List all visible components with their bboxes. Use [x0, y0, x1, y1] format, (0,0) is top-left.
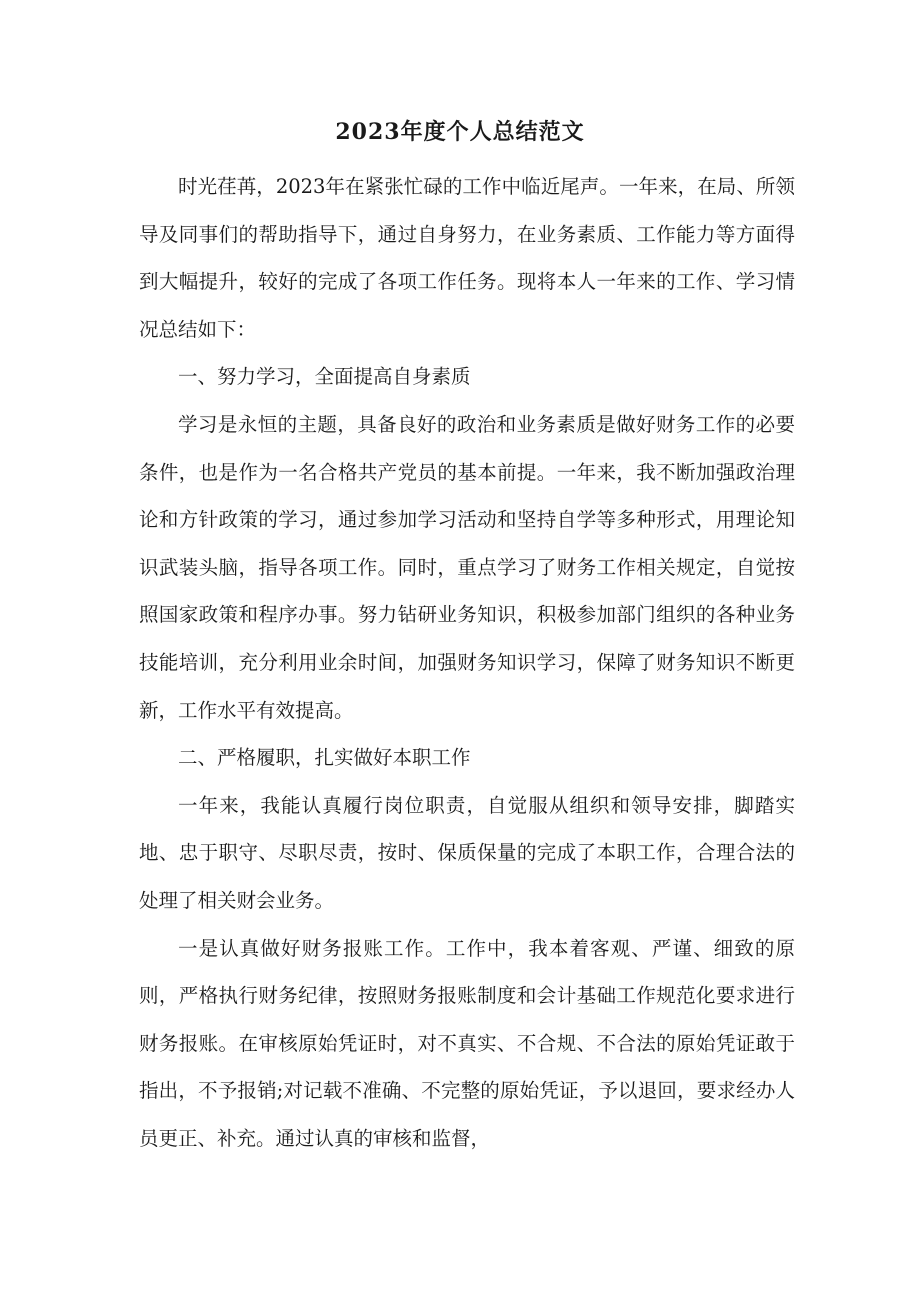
- section-heading-study: 一、努力学习，全面提高自身素质: [178, 365, 471, 389]
- document-title: 2023年度个人总结范文: [335, 119, 585, 145]
- document-body: [139, 163, 795, 1162]
- paragraph-intro: 时光荏苒，2023年在紧张忙碌的工作中临近尾声。一年来，在局、所领导及同事们的帮助指导下，通过自身努力，在业务素质、工作能力等方面得到大幅提升，较好的完成了各项工作任务。现将本人一年来的工作、学习情况总结如下：: [139, 175, 795, 341]
- section-heading-duties: 二、严格履职，扎实做好本职工作: [178, 746, 471, 770]
- paragraph-reimbursement: 一是认真做好财务报账工作。工作中，我本着客观、严谨、细致的原则，严格执行财务纪律，按照财务报账制度和会计基础工作规范化要求进行财务报账。在审核原始凭证时，对不真实、不合规、不合法的原始凭证敢于指出，不予报销;对记载不准确、不完整的原始凭证，予以退回，要求经办人员更正、补充。通过认真的审核和监督，: [139, 936, 795, 1150]
- paragraph-duties: 一年来，我能认真履行岗位职责，自觉服从组织和领导安排，脚踏实地、忠于职守、尽职尽责，按时、保质保量的完成了本职工作，合理合法的处理了相关财会业务。: [139, 793, 795, 912]
- paragraph-study: 学习是永恒的主题，具备良好的政治和业务素质是做好财务工作的必要条件，也是作为一名合格共产党员的基本前提。一年来，我不断加强政治理论和方针政策的学习，通过参加学习活动和坚持自学等多种形式，用理论知识武装头脑，指导各项工作。同时，重点学习了财务工作相关规定，自觉按照国家政策和程序办事。努力钻研业务知识，积极参加部门组织的各种业务技能培训，充分利用业余时间，加强财务知识学习，保障了财务知识不断更新，工作水平有效提高。: [139, 412, 795, 722]
